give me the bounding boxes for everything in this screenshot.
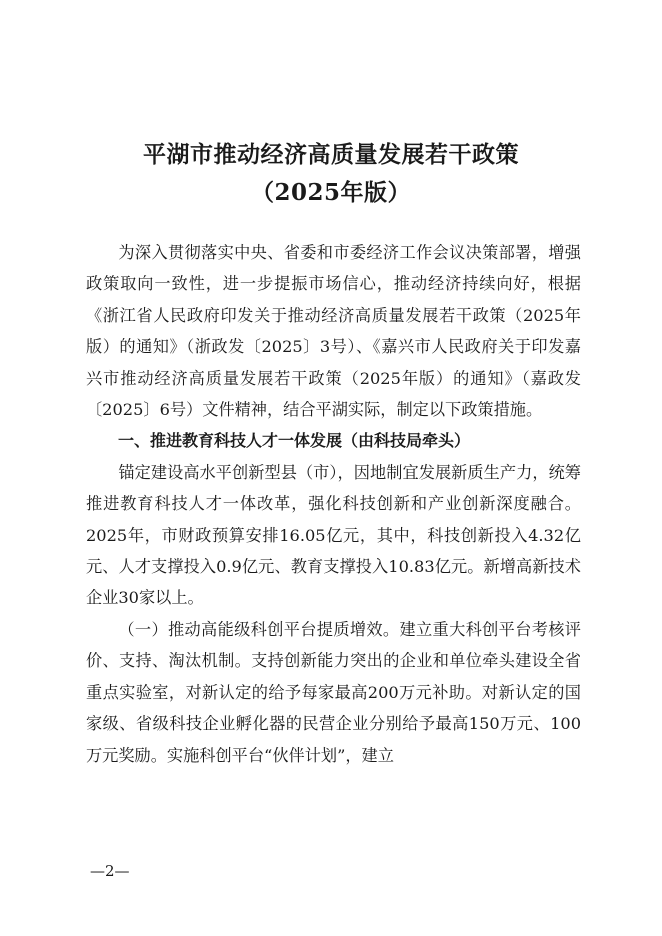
section-1-paragraph: 锚定建设高水平创新型县（市），因地制宜发展新质生产力，统筹推进教育科技人才一体改革，强化科技创新和产业创新深度融合。2025年，市财政预算安排16.05亿元，其中，科技创新投入4.32亿元、人才支撑投入0.9亿元、教育支撑投入10.83亿元。新增高新技术企业30家以上。 [86,462,581,608]
intro-paragraph: 为深入贯彻落实中央、省委和市委经济工作会议决策部署，增强政策取向一致性，进一步提振市场信心，推动经济持续向好，根据《浙江省人民政府印发关于推动经济高质量发展若干政策（2025年版）的通知》（浙政发〔2025〕3号）、《嘉兴市人民政府关于印发嘉兴市推动经济高质量发展若干政策（2025年版）的通知》（嘉政发〔2025〕6号）文件精神，结合平湖实际，制定以下政策措施。 [86,243,581,420]
section-heading-1: 一、推进教育科技人才一体发展（由科技局牵头） [118,431,471,451]
page-number: —2— [90,862,130,880]
item-1-paragraph: （一）推动高能级科创平台提质增效。建立重大科创平台考核评价、支持、淘汰机制。支持创新能力突出的企业和单位牵头建设全省重点实验室，对新认定的给予每家最高200万元补助。对新认定的国家级、省级科技企业孵化器的民营企业分别给予最高150万元、100万元奖励。实施科创平台“伙伴计划”，建立 [86,619,581,765]
document-body [86,237,581,771]
document-subtitle-edition: （2025年版） [250,179,411,206]
document-title: 平湖市推动经济高质量发展若干政策 [143,141,519,168]
